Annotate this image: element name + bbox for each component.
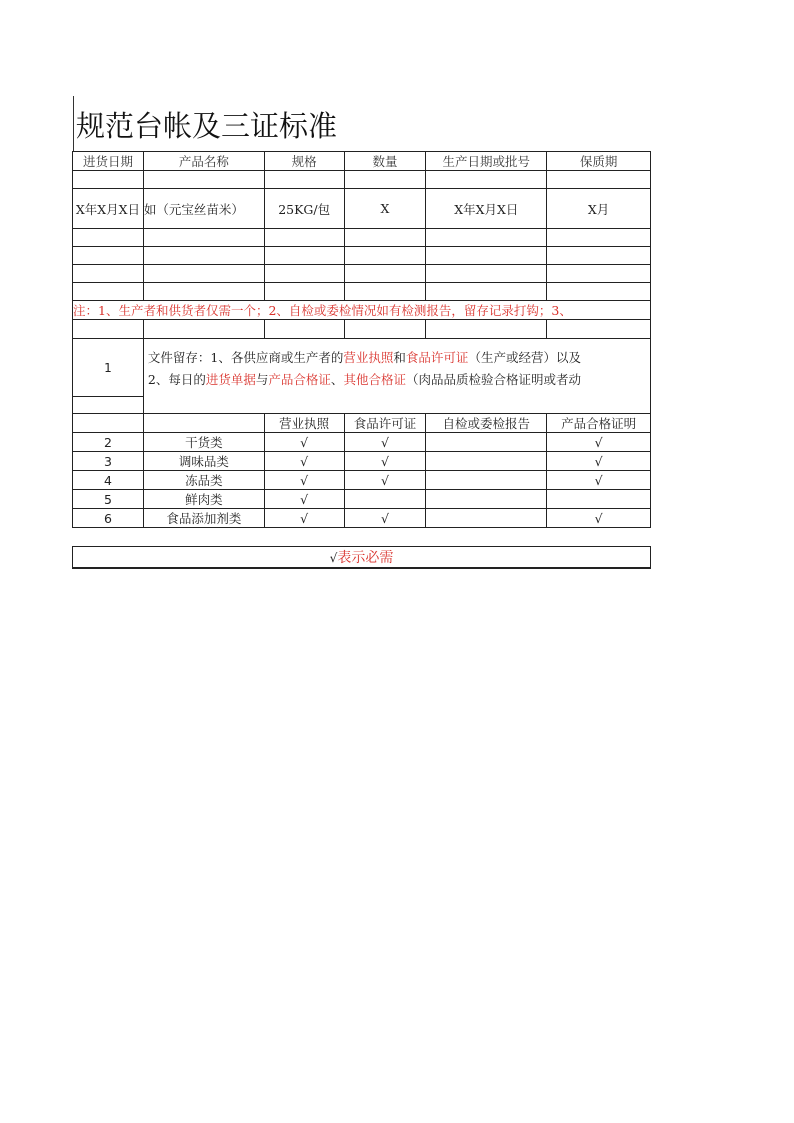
category-name: 冻品类 [143, 471, 264, 490]
spacer-row [73, 528, 651, 547]
ledger-header-row [73, 152, 651, 171]
table-row [73, 171, 651, 189]
example-spec[interactable]: 25KG/包 [264, 189, 344, 229]
category-row [73, 433, 651, 452]
example-row [73, 189, 651, 229]
text-span: 与 [255, 372, 269, 387]
category-number: 2 [73, 433, 144, 452]
doc-retention-row [73, 339, 651, 397]
cell[interactable] [426, 265, 547, 283]
cell[interactable] [264, 171, 344, 189]
example-production-date[interactable]: X年X月X日 [426, 189, 547, 229]
example-product-name[interactable]: 如（元宝丝苗米） [143, 189, 264, 229]
ledger-table [72, 151, 651, 569]
cert-header-business-license: 营业执照 [264, 414, 344, 433]
category-row [73, 471, 651, 490]
cell[interactable] [143, 247, 264, 265]
check-food-permit [344, 490, 426, 509]
ledger-sheet [72, 151, 651, 566]
cell[interactable] [547, 229, 651, 247]
cell[interactable] [344, 265, 426, 283]
note-row [73, 301, 651, 320]
category-number: 5 [73, 490, 144, 509]
cell[interactable] [143, 265, 264, 283]
check-business-license: √ [264, 433, 344, 452]
cert-header-product-certificate: 产品合格证明 [547, 414, 651, 433]
col-header-quantity: 数量 [344, 152, 426, 171]
example-quantity[interactable]: X [344, 189, 426, 229]
check-food-permit: √ [344, 452, 426, 471]
cert-header-inspection-report: 自检或委检报告 [426, 414, 547, 433]
sheet-left-border [73, 96, 74, 151]
cell[interactable] [547, 247, 651, 265]
check-inspection-report [426, 433, 547, 452]
check-business-license: √ [264, 471, 344, 490]
check-food-permit: √ [344, 471, 426, 490]
category-number: 4 [73, 471, 144, 490]
cell[interactable] [73, 265, 144, 283]
category-number: 6 [73, 509, 144, 528]
cell[interactable] [426, 229, 547, 247]
col-header-shelf-life: 保质期 [547, 152, 651, 171]
cell[interactable] [73, 229, 144, 247]
cell[interactable] [143, 171, 264, 189]
cell[interactable] [73, 397, 144, 414]
text-span: 、 [330, 372, 344, 387]
cell[interactable] [73, 320, 144, 339]
legend-row [73, 547, 651, 569]
text-span: 文件留存：1、各供应商或生产者的 [147, 350, 344, 365]
table-row [73, 247, 651, 265]
check-inspection-report [426, 509, 547, 528]
doc-retention-line-2 [148, 369, 650, 391]
highlight-product-certificate: 产品合格证 [268, 372, 331, 387]
example-shelf-life[interactable]: X月 [547, 189, 651, 229]
check-business-license: √ [264, 490, 344, 509]
category-name: 鲜肉类 [143, 490, 264, 509]
table-row [73, 265, 651, 283]
col-header-product-name: 产品名称 [143, 152, 264, 171]
legend-text: 表示必需 [337, 550, 394, 566]
cell[interactable] [73, 283, 144, 301]
check-mark-icon: √ [329, 551, 338, 565]
cell[interactable] [264, 265, 344, 283]
table-row [73, 320, 651, 339]
cell[interactable] [426, 320, 547, 339]
cell[interactable] [426, 283, 547, 301]
check-product-certificate [547, 490, 651, 509]
check-inspection-report [426, 452, 547, 471]
check-food-permit: √ [344, 509, 426, 528]
cell[interactable] [73, 171, 144, 189]
category-number: 3 [73, 452, 144, 471]
check-product-certificate: √ [547, 452, 651, 471]
col-header-purchase-date: 进货日期 [73, 152, 144, 171]
cell[interactable] [344, 229, 426, 247]
doc-retention-number: 1 [73, 339, 144, 397]
highlight-food-permit: 食品许可证 [405, 350, 469, 365]
cell[interactable] [344, 171, 426, 189]
col-header-production-date: 生产日期或批号 [426, 152, 547, 171]
category-name: 食品添加剂类 [143, 509, 264, 528]
cell[interactable] [264, 247, 344, 265]
cell[interactable] [143, 320, 264, 339]
cell[interactable] [547, 320, 651, 339]
highlight-business-license: 营业执照 [343, 350, 394, 365]
legend [73, 547, 651, 569]
col-header-spec: 规格 [264, 152, 344, 171]
page-title: 规范台帐及三证标准 [76, 109, 338, 143]
cert-header-food-permit: 食品许可证 [344, 414, 426, 433]
cell[interactable] [264, 229, 344, 247]
check-inspection-report [426, 471, 547, 490]
text-span: 和 [393, 350, 406, 365]
check-product-certificate: √ [547, 509, 651, 528]
cell[interactable] [143, 414, 264, 433]
cell[interactable] [426, 247, 547, 265]
check-business-license: √ [264, 509, 344, 528]
cell[interactable] [73, 247, 144, 265]
category-name: 调味品类 [143, 452, 264, 471]
cell[interactable] [264, 320, 344, 339]
category-row [73, 452, 651, 471]
cell[interactable] [426, 171, 547, 189]
category-row [73, 490, 651, 509]
check-product-certificate: √ [547, 433, 651, 452]
doc-retention-line-1 [148, 347, 650, 369]
table-row [73, 283, 651, 301]
spacer [73, 528, 651, 547]
example-purchase-date[interactable]: X年X月X日 [73, 189, 144, 229]
note-text: 注：1、生产者和供货者仅需一个；2、自检或委检情况如有检测报告，留存记录打钩；3、 [73, 301, 651, 320]
check-inspection-report [426, 490, 547, 509]
cell[interactable] [143, 229, 264, 247]
text-span: （肉品品质检验合格证明或者动 [405, 372, 581, 387]
check-food-permit: √ [344, 433, 426, 452]
cell[interactable] [344, 247, 426, 265]
cert-header-row [73, 414, 651, 433]
doc-retention-text [143, 339, 650, 414]
cell[interactable] [143, 283, 264, 301]
check-business-license: √ [264, 452, 344, 471]
cell[interactable] [547, 283, 651, 301]
table-row [73, 229, 651, 247]
cell[interactable] [344, 320, 426, 339]
cell[interactable] [547, 265, 651, 283]
text-span: 2、每日的 [147, 372, 206, 387]
cell[interactable] [344, 283, 426, 301]
check-product-certificate: √ [547, 471, 651, 490]
category-name: 干货类 [143, 433, 264, 452]
highlight-purchase-receipts: 进货单据 [205, 372, 256, 387]
cell[interactable] [264, 283, 344, 301]
highlight-other-certificates: 其他合格证 [343, 372, 406, 387]
cell[interactable] [73, 414, 144, 433]
cell[interactable] [547, 171, 651, 189]
text-span: （生产或经营）以及 [468, 350, 581, 365]
category-row [73, 509, 651, 528]
